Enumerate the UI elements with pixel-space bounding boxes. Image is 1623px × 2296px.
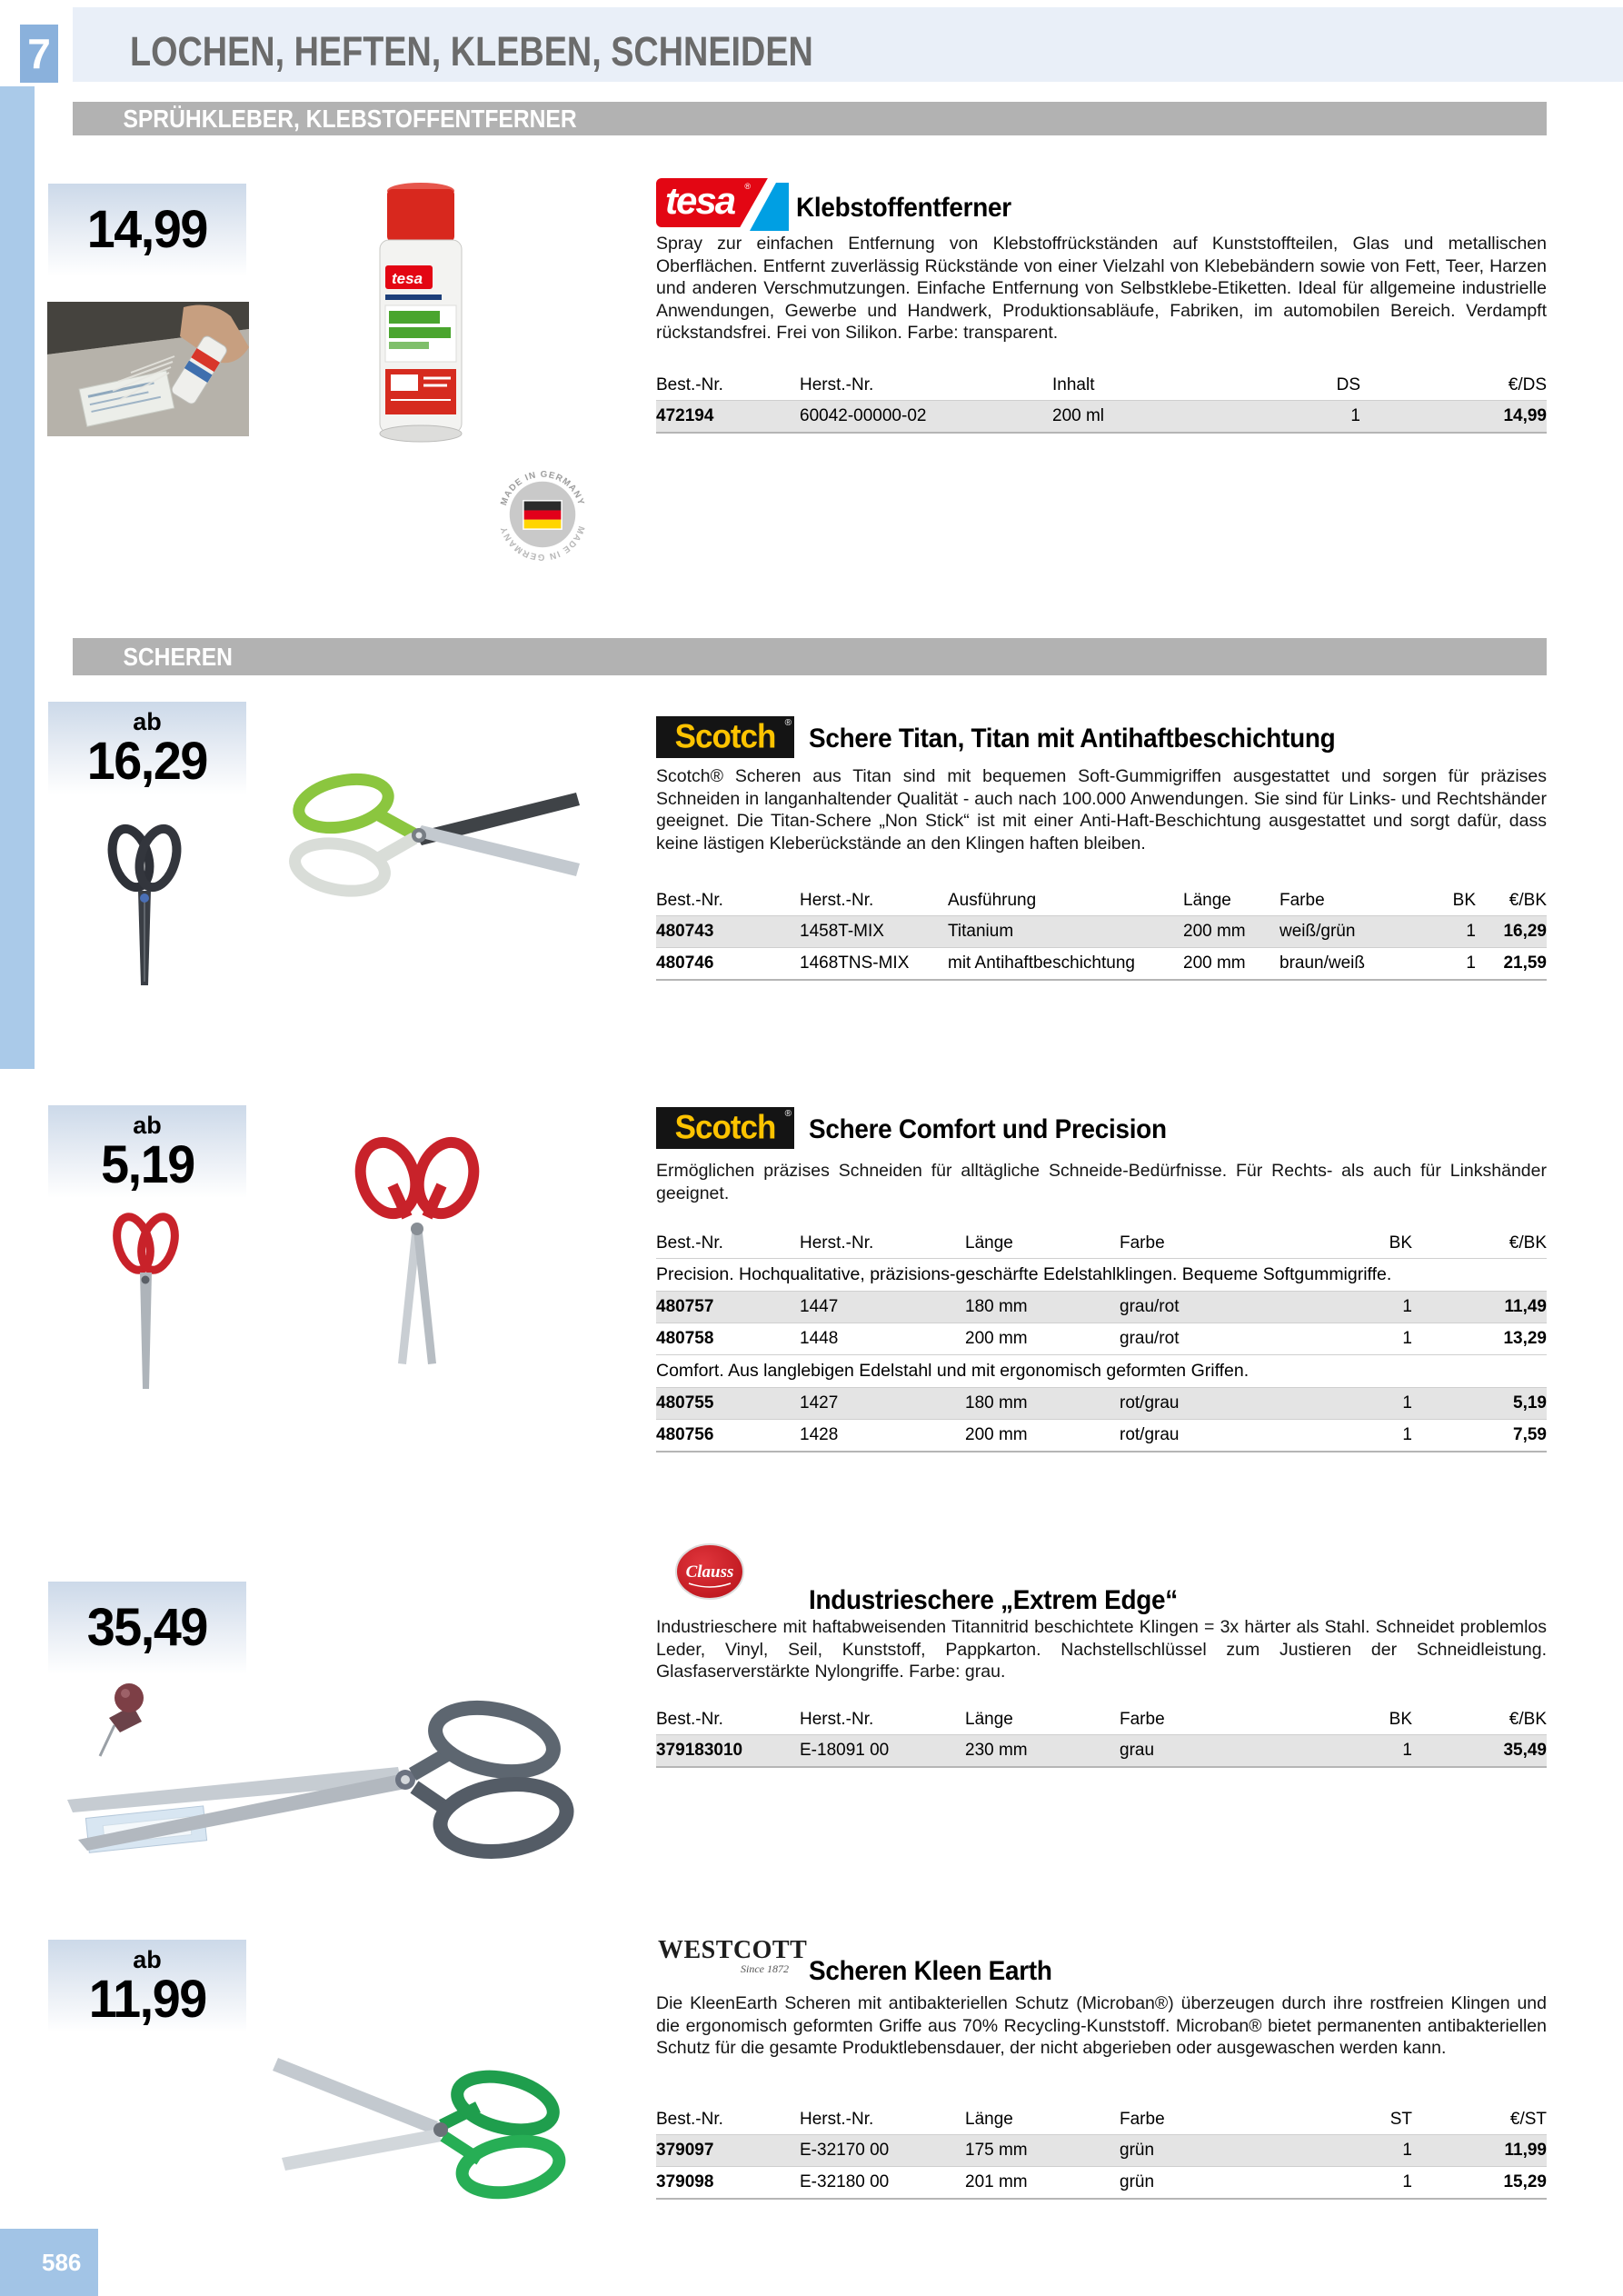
scissors-comfort-open-image — [353, 1131, 482, 1369]
product-description: Die KleenEarth Scheren mit antibakteriellen Schutz (Microban®) überzeugen durch ihre rostfreien Klingen und die ergonomisch geformten Griffe aus 70% Recycling-Kunststoff. Microban® bietet permanenten antibakteriellen Schutz für die gesamte Produktlebensdauer, der nicht abgerieben oder ausgewaschen werden kann. — [656, 1993, 1547, 2058]
scissors-titan-open-image — [269, 769, 582, 903]
scissors-comfort-closed-image — [111, 1207, 180, 1393]
clauss-wordmark: Clauss — [685, 1562, 734, 1582]
cell-best-nr: 480755 — [656, 1393, 714, 1413]
table-row — [656, 1734, 1547, 1766]
german-flag-icon — [523, 501, 562, 529]
table-header-row — [656, 1229, 1547, 1258]
cell-farbe: rot/grau — [1120, 1425, 1180, 1444]
cell-ausfuehrung: mit Antihaftbeschichtung — [948, 953, 1135, 973]
scissors-titan-closed-image — [105, 820, 184, 989]
col-header: Best.-Nr. — [656, 2110, 723, 2129]
cell-price: 35,49 — [1503, 1741, 1547, 1760]
table-header-row — [656, 371, 1547, 400]
cell-farbe: grau — [1120, 1741, 1155, 1760]
chapter-number: 7 — [27, 30, 51, 77]
product-title: Klebstoffentferner — [796, 193, 1011, 223]
table-subheader-row — [656, 1354, 1547, 1387]
section-title: SPRÜHKLEBER, KLEBSTOFFENTFERNER — [123, 104, 577, 133]
westcott-logo — [656, 1936, 808, 1976]
cell-inhalt: 200 ml — [1052, 406, 1105, 425]
section-bar-scheren — [73, 638, 1547, 675]
product-table — [656, 2105, 1547, 2200]
tesa-flag-icon — [738, 176, 789, 231]
product-description: Spray zur einfachen Entfernung von Klebstoffrückständen auf Kunststoffteilen, Glas und metallischen Oberflächen. Entfernt zuverlässig Rückstände von einer Vielzahl von Klebebändern sowie von Fett, Teer, Harzen und anderen Verschmutzungen. Einfache Entfernung von Selbstklebe-Etiketten. Ideal für allgemeine industrielle Anwendungen, Gewerbe und Handwerk, Produktionsabläufe, Fabriken, im automobilen Bereich. Verdampft rückstandsfrei. Frei von Silikon. Farbe: transparent. — [656, 234, 1547, 343]
cell-best-nr: 379097 — [656, 2141, 714, 2160]
col-header: Herst.-Nr. — [800, 1710, 874, 1729]
col-header: ST — [1389, 2110, 1412, 2129]
col-header: Länge — [965, 2110, 1013, 2129]
page-number-box — [0, 2229, 98, 2296]
table-row — [656, 1419, 1547, 1451]
cell-price: 21,59 — [1503, 953, 1547, 973]
cell-bk: 1 — [1402, 1297, 1412, 1316]
product-table — [656, 1705, 1547, 1768]
cell-farbe: weiß/grün — [1279, 922, 1356, 941]
scotch-logo — [656, 716, 794, 758]
col-header: Länge — [1183, 891, 1231, 910]
table-header-row — [656, 886, 1547, 915]
cell-herst-nr: E-18091 00 — [800, 1741, 890, 1760]
cell-laenge: 230 mm — [965, 1741, 1028, 1760]
cell-farbe: grün — [1120, 2172, 1155, 2191]
product-description: Ermöglichen präzises Schneiden für alltägliche Schneide-Bedürfnisse. Für Rechts- als auch für Linkshänder geeignet. — [656, 1161, 1547, 1203]
clauss-logo — [674, 1542, 745, 1602]
price-badge — [48, 1940, 246, 2032]
price-value: 35,49 — [86, 1598, 208, 1657]
cell-best-nr: 480757 — [656, 1297, 714, 1316]
col-header: Farbe — [1120, 1710, 1165, 1729]
application-photo — [47, 302, 249, 436]
table-row — [656, 1387, 1547, 1419]
table-row — [656, 915, 1547, 947]
cell-ausfuehrung: Titanium — [948, 922, 1014, 941]
cell-price: 14,99 — [1503, 406, 1547, 425]
cell-best-nr: 472194 — [656, 406, 714, 425]
col-header: Länge — [965, 1233, 1013, 1253]
col-header: Farbe — [1279, 891, 1325, 910]
page-number: 586 — [42, 2248, 82, 2276]
tesa-logo — [656, 178, 774, 227]
table-row — [656, 1291, 1547, 1323]
col-header: €/ST — [1509, 2110, 1547, 2129]
price-badge — [48, 184, 246, 276]
col-header: Best.-Nr. — [656, 375, 723, 394]
cell-herst-nr: 1458T-MIX — [800, 922, 884, 941]
product-description: Industrieschere mit haftabweisenden Titannitrid beschichtete Klingen = 3x härter als Stahl. Schneidet problemlos Leder, Vinyl, Seil, Kunststoff, Pappkarton. Nachstellschlüssel zum Justieren der Schneidleistung. Glasfaserverstärkte Nylongriffe. Farbe: grau. — [656, 1617, 1547, 1682]
cell-best-nr: 379098 — [656, 2172, 714, 2191]
price-badge — [48, 1582, 246, 1674]
cell-farbe: braun/weiß — [1279, 953, 1365, 973]
left-rail — [0, 86, 35, 1069]
registered-mark-icon: ® — [744, 182, 751, 191]
cell-price: 15,29 — [1503, 2172, 1547, 2191]
cell-farbe: rot/grau — [1120, 1393, 1180, 1413]
westcott-since: Since 1872 — [741, 1962, 789, 1975]
col-header: DS — [1336, 375, 1360, 394]
scotch-wordmark: Scotch — [674, 718, 776, 755]
cell-price: 7,59 — [1513, 1425, 1547, 1444]
cell-best-nr: 480743 — [656, 922, 714, 941]
price-value: 5,19 — [100, 1134, 194, 1194]
tesa-wordmark: tesa — [665, 179, 735, 222]
registered-mark-icon: ® — [784, 718, 792, 728]
scissors-industrial-image — [51, 1683, 589, 1870]
col-header: Ausführung — [948, 891, 1037, 910]
product-title: Schere Titan, Titan mit Antihaftbeschichtung — [809, 724, 1336, 754]
westcott-wordmark: WESTCOTT — [658, 1936, 808, 1964]
product-title: Schere Comfort und Precision — [809, 1114, 1167, 1144]
cell-laenge: 180 mm — [965, 1393, 1028, 1413]
cell-herst-nr: 1428 — [800, 1425, 839, 1444]
made-in-germany-text-top: MADE IN GERMANY — [499, 469, 586, 507]
col-header: BK — [1452, 891, 1476, 910]
cell-farbe: grau/rot — [1120, 1329, 1180, 1348]
cell-best-nr: 480756 — [656, 1425, 714, 1444]
cell-best-nr: 480758 — [656, 1329, 714, 1348]
cell-best-nr: 379183010 — [656, 1741, 743, 1760]
table-header-row — [656, 2105, 1547, 2134]
cell-price: 11,49 — [1504, 1297, 1547, 1316]
col-header: Länge — [965, 1710, 1013, 1729]
cell-farbe: grau/rot — [1120, 1297, 1180, 1316]
cell-price: 11,99 — [1504, 2141, 1547, 2160]
price-badge — [48, 1105, 246, 1198]
cell-herst-nr: 60042-00000-02 — [800, 406, 927, 425]
price-prefix: ab — [133, 1945, 162, 1973]
cell-laenge: 200 mm — [1183, 922, 1246, 941]
col-header: Herst.-Nr. — [800, 1233, 874, 1253]
subheader-label: Comfort. Aus langlebigen Edelstahl und mit ergonomisch geformten Griffen. — [656, 1361, 1250, 1381]
spray-can-image — [367, 176, 474, 449]
registered-mark-icon: ® — [784, 1109, 792, 1119]
cell-bk: 1 — [1402, 1329, 1412, 1348]
col-header: €/DS — [1508, 375, 1547, 394]
col-header: Inhalt — [1052, 375, 1095, 394]
price-prefix: ab — [133, 707, 162, 735]
col-header: Best.-Nr. — [656, 1233, 723, 1253]
col-header: €/BK — [1508, 1233, 1547, 1253]
cell-st: 1 — [1402, 2141, 1412, 2160]
table-row — [656, 947, 1547, 979]
cell-laenge: 200 mm — [965, 1329, 1028, 1348]
cell-laenge: 175 mm — [965, 2141, 1028, 2160]
col-header: Herst.-Nr. — [800, 375, 874, 394]
price-value: 16,29 — [86, 731, 208, 791]
cell-herst-nr: 1427 — [800, 1393, 839, 1413]
cell-herst-nr: 1447 — [800, 1297, 839, 1316]
section-title: SCHEREN — [123, 642, 233, 671]
table-row — [656, 1323, 1547, 1354]
price-prefix: ab — [133, 1111, 162, 1139]
cell-ds: 1 — [1350, 406, 1360, 425]
subheader-label: Precision. Hochqualitative, präzisions-geschärfte Edelstahlklingen. Bequeme Softgummigriffe. — [656, 1264, 1392, 1284]
price-value: 11,99 — [88, 1969, 206, 2029]
product-table — [656, 1229, 1547, 1452]
cell-best-nr: 480746 — [656, 953, 714, 973]
col-header: Farbe — [1120, 1233, 1165, 1253]
price-value: 14,99 — [86, 200, 208, 259]
page-title: LOCHEN, HEFTEN, KLEBEN, SCHNEIDEN — [130, 28, 813, 75]
table-subheader-row — [656, 1258, 1547, 1291]
cell-price: 5,19 — [1513, 1393, 1547, 1413]
svg-text:tesa: tesa — [392, 270, 423, 287]
cell-herst-nr: 1468TNS-MIX — [800, 953, 910, 973]
cell-bk: 1 — [1466, 953, 1476, 973]
col-header: €/BK — [1508, 1710, 1547, 1729]
col-header: Best.-Nr. — [656, 891, 723, 910]
cell-laenge: 201 mm — [965, 2172, 1028, 2191]
table-row — [656, 2166, 1547, 2198]
scissors-kleen-earth-image — [267, 2023, 583, 2205]
cell-farbe: grün — [1120, 2141, 1155, 2160]
section-bar-spruehkleber — [73, 102, 1547, 135]
col-header: BK — [1389, 1710, 1412, 1729]
table-header-row — [656, 1705, 1547, 1734]
product-table — [656, 371, 1547, 434]
cell-price: 13,29 — [1503, 1329, 1547, 1348]
scotch-logo — [656, 1107, 794, 1149]
cell-bk: 1 — [1402, 1393, 1412, 1413]
cell-laenge: 200 mm — [1183, 953, 1246, 973]
cell-herst-nr: E-32170 00 — [800, 2141, 890, 2160]
price-badge — [48, 702, 246, 794]
product-table — [656, 886, 1547, 981]
made-in-germany-badge — [498, 458, 587, 569]
cell-bk: 1 — [1402, 1741, 1412, 1760]
made-in-germany-text-bottom: MADE IN GERMANY — [499, 524, 586, 563]
product-description: Scotch® Scheren aus Titan sind mit bequemen Soft-Gummigriffen ausgestattet und sorgen für präzises Schneiden in langanhaltender Qualität - auch nach 100.000 Anwendungen. Sie sind für Links- und Rechtshänder geeignet. Die Titan-Schere „Non Stick“ ist mit einer Anti-Haft-Beschichtung ausgestattet und sorgt dafür, dass keine lästigen Kleberückstände an den Klingen haften bleiben. — [656, 766, 1547, 854]
table-row — [656, 400, 1547, 432]
product-title: Scheren Kleen Earth — [809, 1956, 1052, 1986]
cell-st: 1 — [1402, 2172, 1412, 2191]
cell-laenge: 180 mm — [965, 1297, 1028, 1316]
col-header: Herst.-Nr. — [800, 2110, 874, 2129]
cell-bk: 1 — [1466, 922, 1476, 941]
cell-bk: 1 — [1402, 1425, 1412, 1444]
cell-herst-nr: E-32180 00 — [800, 2172, 890, 2191]
scotch-wordmark: Scotch — [674, 1109, 776, 1146]
col-header: Herst.-Nr. — [800, 891, 874, 910]
product-title: Industrieschere „Extrem Edge“ — [809, 1585, 1178, 1615]
cell-laenge: 200 mm — [965, 1425, 1028, 1444]
col-header: €/BK — [1508, 891, 1547, 910]
table-row — [656, 2134, 1547, 2166]
chapter-number-badge — [20, 25, 58, 83]
col-header: BK — [1389, 1233, 1412, 1253]
cell-herst-nr: 1448 — [800, 1329, 839, 1348]
cell-price: 16,29 — [1503, 922, 1547, 941]
col-header: Best.-Nr. — [656, 1710, 723, 1729]
col-header: Farbe — [1120, 2110, 1165, 2129]
